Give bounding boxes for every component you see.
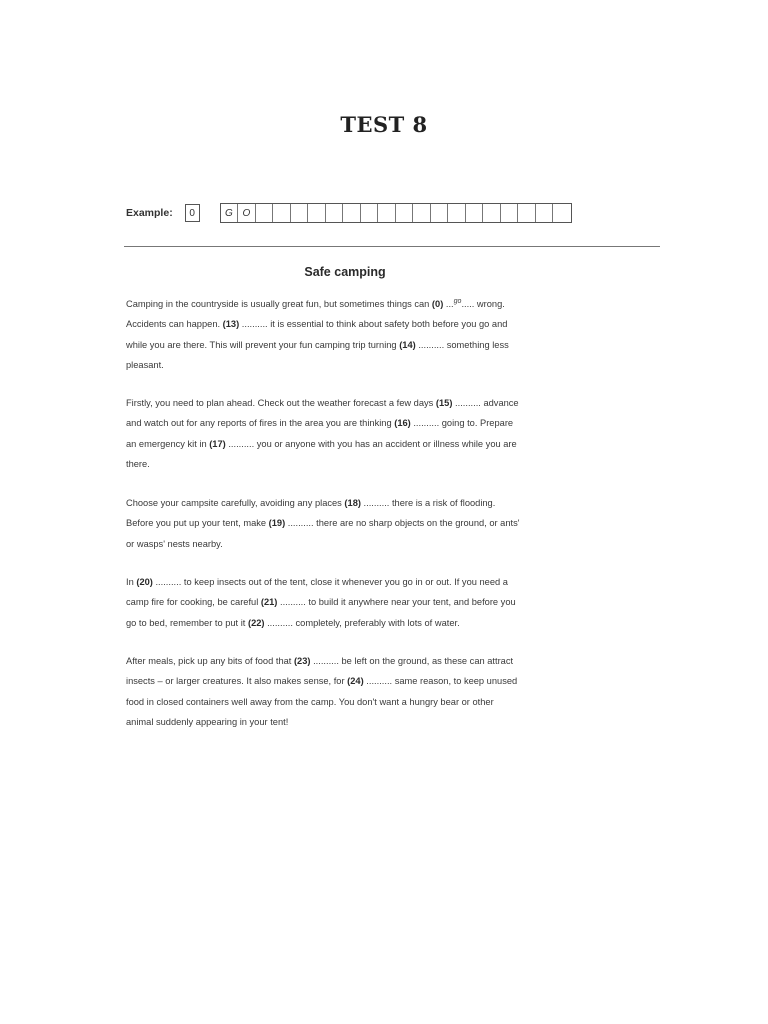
text-segment: Camping in the countryside is usually great fun, but sometimes things can [126, 299, 432, 309]
answer-cell [291, 204, 309, 222]
gap-number: (0) [431, 299, 444, 309]
paragraph-line [126, 493, 574, 513]
paragraph-line [126, 651, 574, 671]
paragraph-line [126, 671, 574, 691]
paragraph [126, 651, 574, 733]
paragraph-line [126, 292, 574, 314]
paragraph-line [126, 712, 574, 732]
paragraph-line [126, 592, 574, 612]
gap-number: (20) [136, 577, 153, 587]
answer-cell [308, 204, 326, 222]
text-segment: .......... to build it anywhere near your tent, and before you [277, 597, 516, 608]
paragraph-line [126, 393, 574, 413]
text-segment: .......... completely, preferably with lots of water. [264, 617, 460, 628]
example-answer: go [453, 298, 462, 305]
text-segment: ..... wrong. [461, 299, 505, 309]
text-segment: camp fire for cooking, be careful [126, 597, 261, 608]
gap-number: (21) [260, 597, 278, 608]
answer-cell [256, 204, 274, 222]
answer-cell [396, 204, 414, 222]
gap-number: (14) [399, 339, 416, 350]
text-segment: .......... to keep insects out of the tent, close it whenever you go in or out. If you need a [152, 577, 508, 587]
example-label: Example: [126, 207, 173, 219]
text-segment: Before you put up your tent, make [126, 518, 269, 529]
paragraph [126, 572, 574, 633]
paragraph-line [126, 534, 574, 554]
answer-cell [501, 204, 519, 222]
text-segment: Accidents can happen. [126, 319, 223, 330]
paragraph [126, 393, 574, 475]
paragraph-line [126, 513, 574, 533]
answer-cell [553, 204, 571, 222]
text-segment: Choose your campsite carefully, avoiding any places [126, 498, 345, 508]
example-number-box: 0 [185, 204, 200, 222]
divider [124, 246, 660, 247]
answer-cell [273, 204, 291, 222]
answer-cell [343, 204, 361, 222]
paragraph-line [126, 613, 574, 633]
text-segment: insects – or larger creatures. It also makes sense, for [126, 676, 348, 687]
answer-cell: G [221, 204, 239, 222]
text-segment: Firstly, you need to plan ahead. Check out the weather forecast a few days [126, 398, 436, 408]
text-segment: .......... same reason, to keep unused [363, 676, 518, 687]
gap-number: (24) [347, 676, 364, 687]
text-segment: .......... going to. Prepare [410, 418, 514, 429]
text-segment: .......... something less [415, 339, 509, 350]
text-segment: food in closed containers well away from the camp. You don't want a hungry bear or other [126, 696, 494, 707]
paragraph [126, 493, 574, 554]
gap-number: (13) [222, 319, 240, 330]
answer-cell [431, 204, 449, 222]
answer-cell [326, 204, 344, 222]
text-segment: .......... you or anyone with you has an accident or illness while you are [225, 438, 517, 449]
passage-title: Safe camping [304, 265, 386, 279]
text-segment: animal suddenly appearing in your tent! [126, 717, 289, 728]
paragraph-line [126, 355, 574, 375]
paragraph-line [126, 413, 574, 433]
page-title: TEST 8 [340, 112, 428, 137]
answer-cell [483, 204, 501, 222]
answer-cell [536, 204, 554, 222]
gap-number: (17) [209, 438, 226, 449]
text-segment: and watch out for any reports of fires in the area you are thinking [126, 418, 395, 429]
text-segment: while you are there. This will prevent your fun camping trip turning [126, 339, 400, 350]
gap-number: (15) [435, 398, 453, 408]
gap-number: (23) [293, 656, 311, 666]
gap-number: (19) [268, 518, 286, 529]
paragraph-line [126, 454, 574, 474]
gap-number: (16) [394, 418, 411, 429]
text-segment: .......... be left on the ground, as these can attract [310, 656, 514, 666]
text-segment: pleasant. [126, 360, 164, 371]
paragraph-line [126, 434, 574, 454]
paragraph-line [126, 314, 574, 334]
text-segment: .......... there is a risk of flooding. [360, 498, 496, 508]
gap-number: (18) [344, 498, 361, 508]
text-segment: ... [443, 299, 454, 309]
text-segment: .......... it is essential to think about safety both before you go and [239, 319, 508, 330]
paragraph [126, 292, 574, 376]
answer-cell [518, 204, 536, 222]
text-segment: After meals, pick up any bits of food that [126, 656, 294, 666]
text-segment: or wasps' nests nearby. [126, 538, 223, 549]
example-row [126, 202, 572, 224]
text-segment: there. [126, 459, 150, 470]
paragraph-line [126, 572, 574, 592]
answer-cell [413, 204, 431, 222]
gap-number: (22) [247, 617, 265, 628]
answer-cell [378, 204, 396, 222]
answer-cell [466, 204, 484, 222]
paragraph-line [126, 335, 574, 355]
answer-grid [220, 203, 572, 223]
text-segment: .......... there are no sharp objects on the ground, or ants' [285, 518, 520, 529]
text-segment: go to bed, remember to put it [126, 617, 248, 628]
text-segment: .......... advance [452, 398, 519, 408]
answer-cell [361, 204, 379, 222]
text-segment: In [126, 577, 137, 587]
answer-cell: O [238, 204, 256, 222]
paragraph-line [126, 692, 574, 712]
text-segment: an emergency kit in [126, 438, 210, 449]
answer-cell [448, 204, 466, 222]
